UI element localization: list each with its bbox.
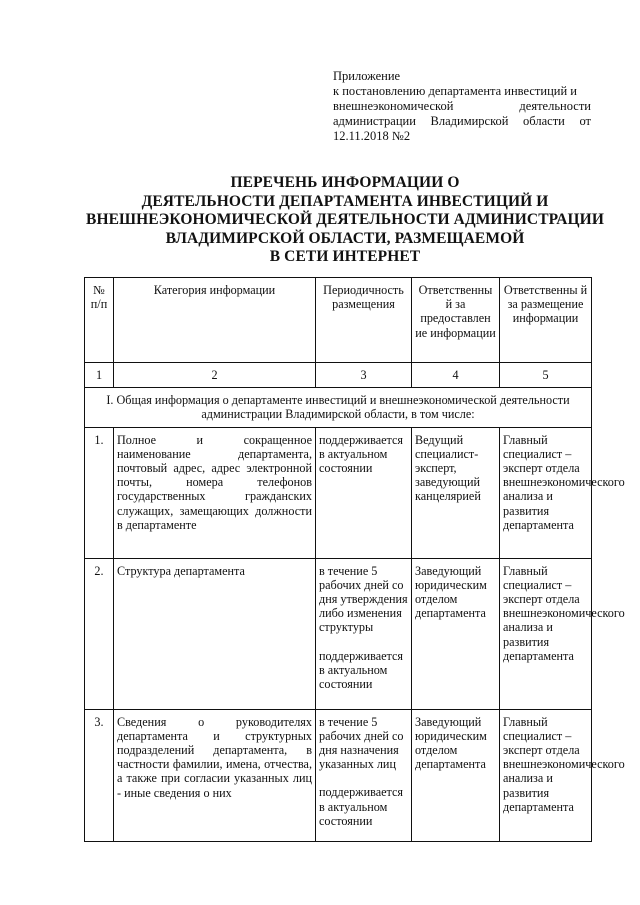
row-provider: Заведующий юридическим отделом департамента — [412, 709, 500, 841]
header-period: Периодичность размещения — [316, 278, 412, 363]
document-title — [60, 174, 630, 267]
row-placer: Главный специалист – эксперт отдела внешнеэкономического анализа и развития департамента — [500, 558, 592, 709]
row-period-text: в течение 5 рабочих дней со дня назначения указанных лиц — [319, 714, 404, 772]
appendix-line: внешнеэкономической деятельности — [333, 99, 591, 113]
header-provider: Ответственны й за предоставлен ие информации — [412, 278, 500, 363]
section-row — [85, 388, 592, 427]
row-period — [316, 709, 412, 841]
section-heading: I. Общая информация о департаменте инвестиций и внешнеэкономической деятельности администрации Владимирской области, в том числе: — [85, 388, 592, 427]
column-index: 1 — [85, 363, 114, 388]
appendix-line: к постановлению департамента инвестиций и — [333, 84, 577, 98]
header-placer: Ответственны й за размещение информации — [500, 278, 592, 363]
title-line: ВЛАДИМИРСКОЙ ОБЛАСТИ, РАЗМЕЩАЕМОЙ — [165, 229, 525, 247]
column-index-row — [85, 363, 592, 388]
row-period — [316, 427, 412, 558]
column-index: 4 — [412, 363, 500, 388]
header-category: Категория информации — [114, 278, 316, 363]
table-row — [85, 427, 592, 558]
appendix-line: Приложение — [333, 69, 401, 83]
row-category: Сведения о руководителях департамента и структурных подразделений департамента, в частности фамилии, имена, отчества, а также при согласии указанных лиц - иные сведения о них — [114, 709, 316, 841]
row-provider: Ведущий специалист-эксперт, заведующий канцелярией — [412, 427, 500, 558]
row-number: 1. — [85, 427, 114, 558]
row-period-text: поддерживается в актуальном состоянии — [319, 785, 404, 828]
row-placer: Главный специалист – эксперт отдела внешнеэкономического анализа и развития департамента — [500, 427, 592, 558]
row-placer: Главный специалист – эксперт отдела внешнеэкономического анализа и развития департамента — [500, 709, 592, 841]
column-index: 3 — [316, 363, 412, 388]
title-line: ПЕРЕЧЕНЬ ИНФОРМАЦИИ О — [230, 174, 460, 191]
row-number: 3. — [85, 709, 114, 841]
row-provider: Заведующий юридическим отделом департамента — [412, 558, 500, 709]
appendix-line: 12.11.2018 №2 — [333, 129, 411, 143]
row-category: Структура департамента — [114, 558, 316, 709]
row-number: 2. — [85, 558, 114, 709]
title-line: В СЕТИ ИНТЕРНЕТ — [269, 248, 421, 265]
row-period-text: поддерживается в актуальном состоянии — [319, 648, 404, 692]
information-table — [84, 277, 625, 842]
title-line: ВНЕШНЕЭКОНОМИЧЕСКОЙ ДЕЯТЕЛЬНОСТИ АДМИНИСТРАЦИИ — [86, 211, 604, 228]
table-row — [85, 558, 592, 709]
row-category: Полное и сокращенное наименование департамента, почтовый адрес, адрес электронной почты, номера телефонов государственных гражданских служащих, замещающих должности в департаменте — [114, 427, 316, 558]
title-line: ДЕЯТЕЛЬНОСТИ ДЕПАРТАМЕНТА ИНВЕСТИЦИЙ И — [141, 192, 549, 210]
appendix-line: администрации Владимирской области от — [333, 114, 591, 128]
appendix-note — [333, 69, 591, 144]
column-index: 2 — [114, 363, 316, 388]
table-row — [85, 709, 592, 841]
table-header-row — [85, 278, 592, 363]
column-index: 5 — [500, 363, 592, 388]
row-period-text: поддерживается в актуальном состоянии — [319, 432, 404, 476]
row-period-text: в течение 5 рабочих дней со дня утверждения либо изменения структуры — [319, 563, 408, 635]
row-period — [316, 558, 412, 709]
header-num: № п/п — [85, 278, 114, 363]
